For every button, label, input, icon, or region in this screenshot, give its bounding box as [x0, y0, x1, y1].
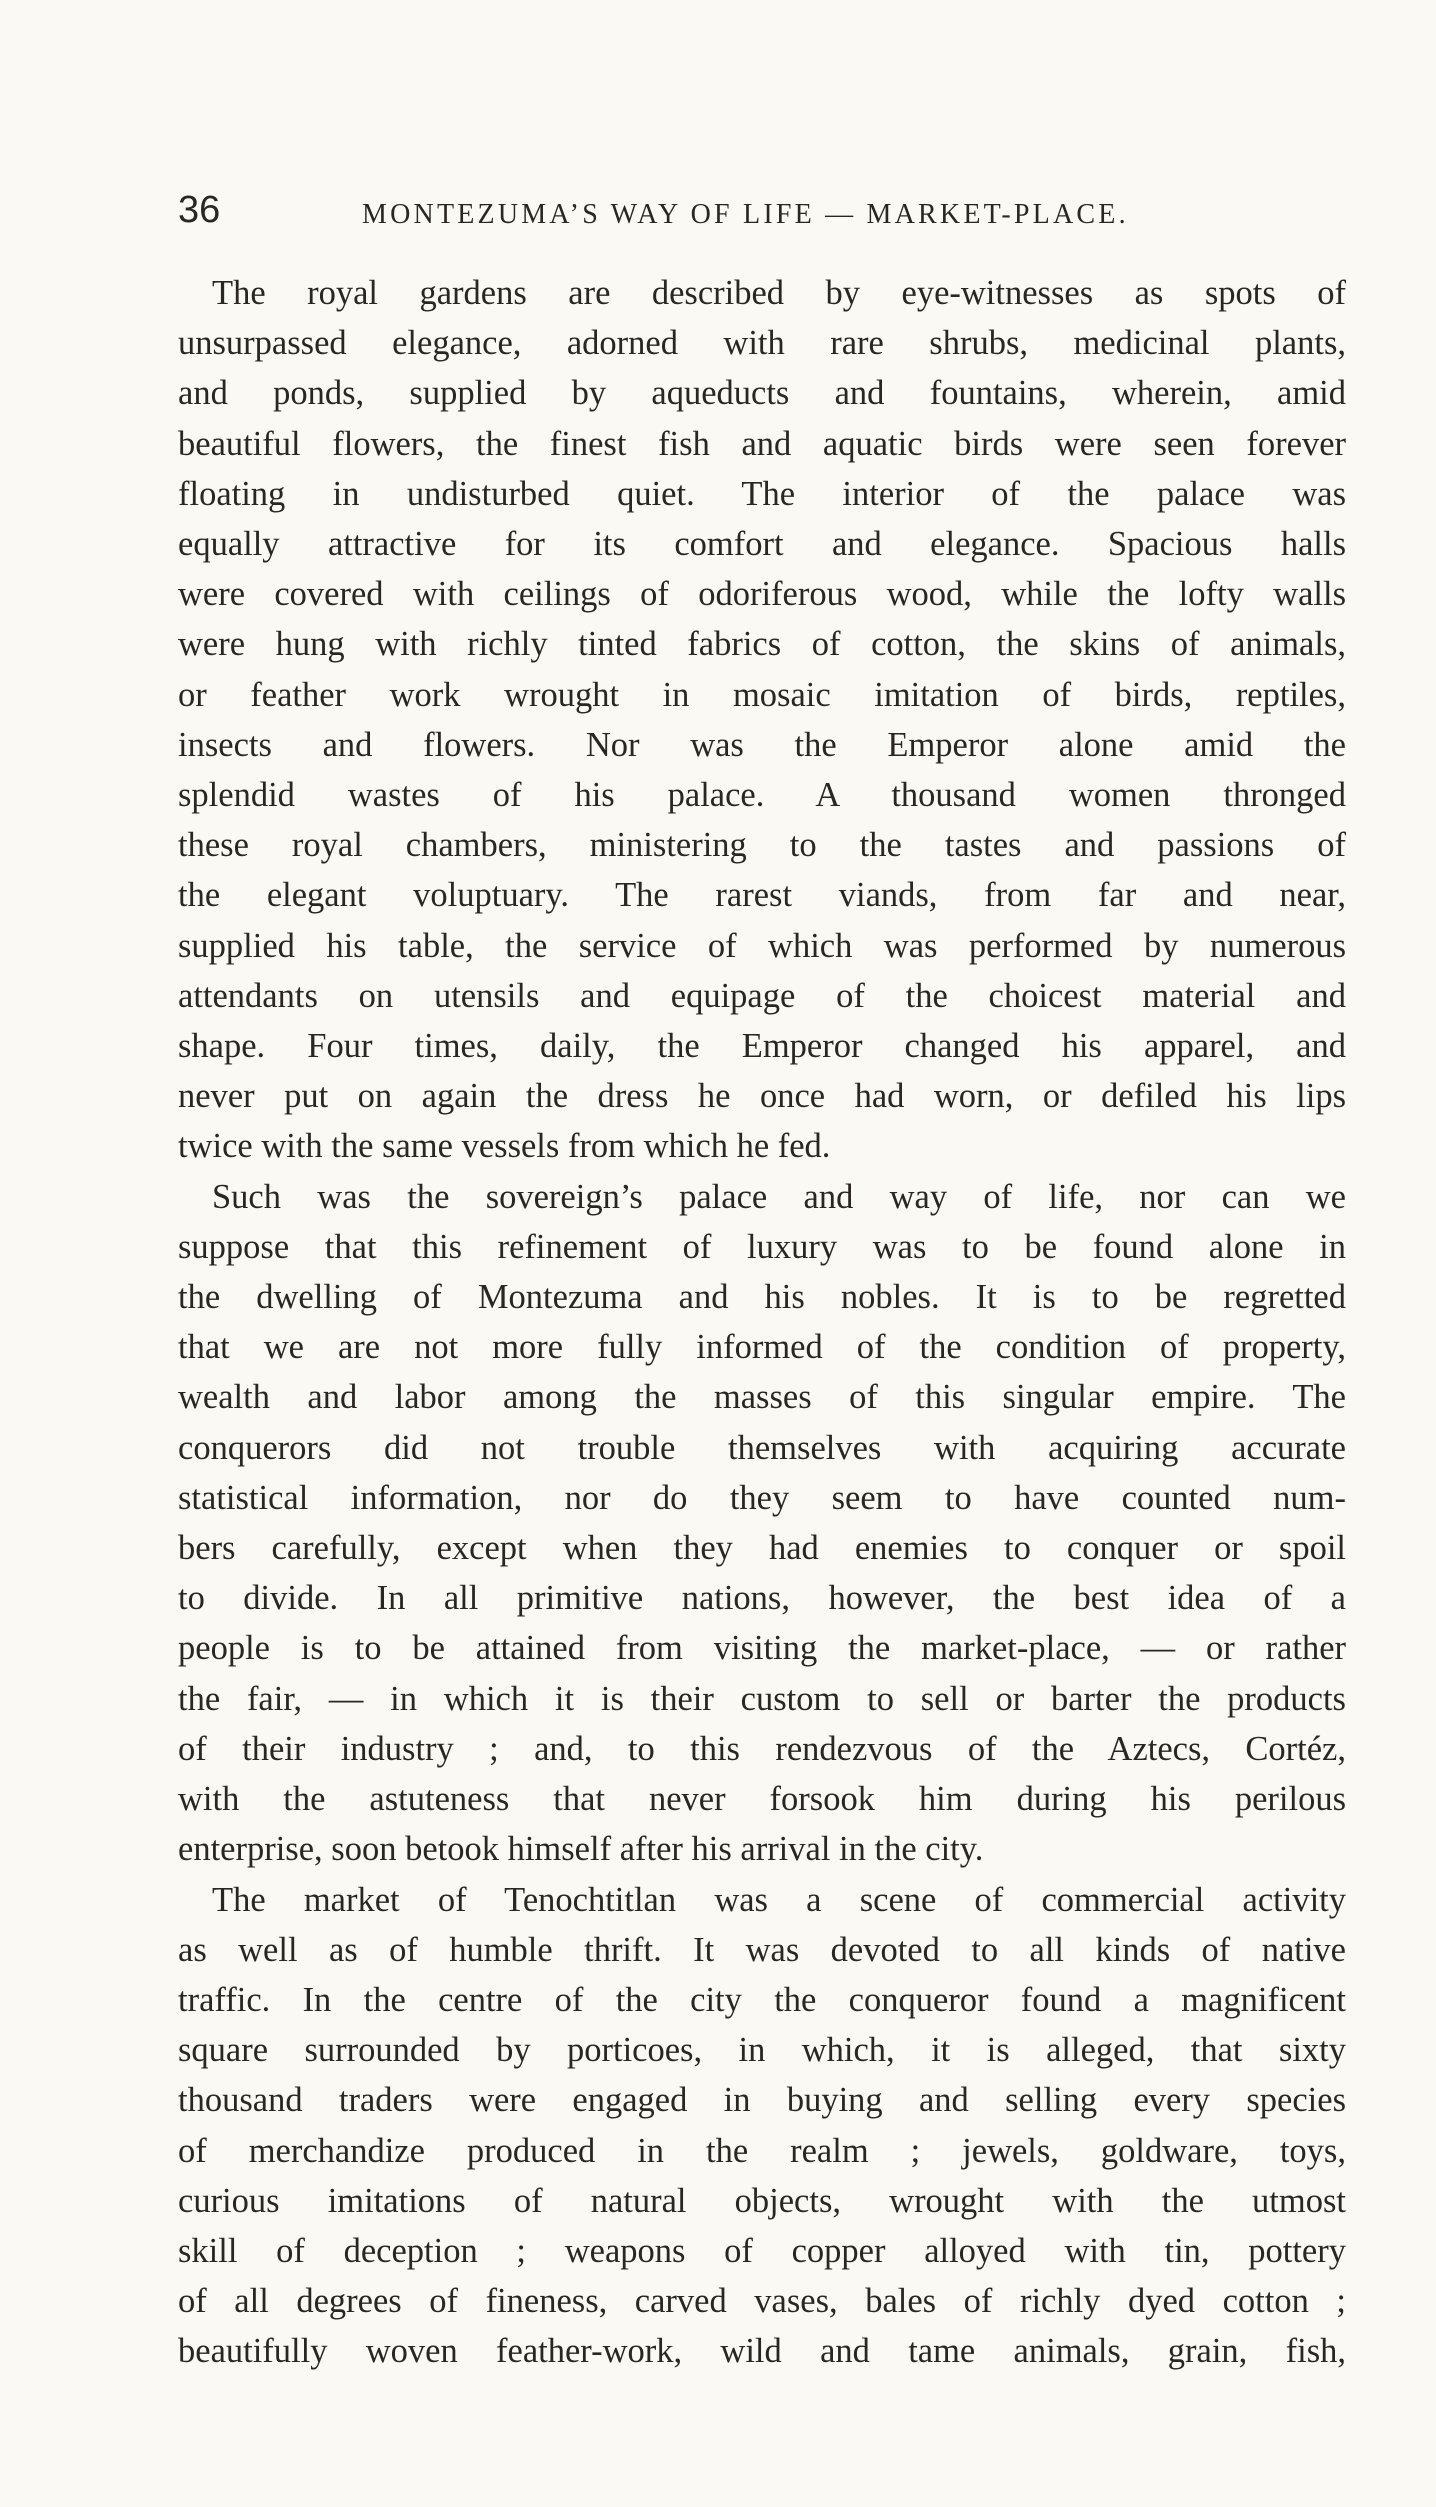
- text-line: insects and flowers. Nor was the Emperor alone amid the: [178, 725, 1346, 764]
- text-line: that we are not more fully informed of the condition of property,: [178, 1328, 1346, 1367]
- text-line: the dwelling of Montezuma and his nobles. It is to be regretted: [178, 1278, 1346, 1317]
- text-line: The market of Tenochtitlan was a scene of commercial activity: [212, 1880, 1346, 1919]
- text-line: were hung with richly tinted fabrics of cotton, the skins of animals,: [178, 625, 1346, 664]
- running-head: MONTEZUMA’S WAY OF LIFE — MARKET-PLACE.: [362, 199, 1129, 230]
- text-line: with the astuteness that never forsook him during his perilous: [178, 1780, 1346, 1819]
- text-line: enterprise, soon betook himself after his arrival in the city.: [178, 1830, 984, 1869]
- text-line: supplied his table, the service of which was performed by numerous: [178, 926, 1346, 965]
- text-line: equally attractive for its comfort and elegance. Spacious halls: [178, 525, 1346, 564]
- text-line: skill of deception ; weapons of copper alloyed with tin, pottery: [178, 2231, 1346, 2270]
- text-line: of their industry ; and, to this rendezvous of the Aztecs, Cortéz,: [178, 1729, 1346, 1768]
- text-line: traffic. In the centre of the city the conqueror found a magnificent: [178, 1980, 1346, 2019]
- text-line: people is to be attained from visiting the market-place, — or rather: [178, 1629, 1346, 1668]
- text-line: twice with the same vessels from which he fed.: [178, 1127, 831, 1166]
- text-line: thousand traders were engaged in buying and selling every species: [178, 2081, 1346, 2120]
- text-line: conquerors did not trouble themselves with acquiring accurate: [178, 1428, 1346, 1467]
- text-line: shape. Four times, daily, the Emperor changed his apparel, and: [178, 1027, 1346, 1066]
- text-line: attendants on utensils and equipage of the choicest material and: [178, 976, 1346, 1015]
- text-line: of all degrees of fineness, carved vases, bales of richly dyed cotton ;: [178, 2282, 1346, 2321]
- text-line: floating in undisturbed quiet. The interior of the palace was: [178, 474, 1346, 513]
- text-line: curious imitations of natural objects, wrought with the utmost: [178, 2181, 1346, 2220]
- text-line: The royal gardens are described by eye-witnesses as spots of: [212, 274, 1346, 312]
- text-line: square surrounded by porticoes, in which, it is alleged, that sixty: [178, 2031, 1346, 2070]
- text-line: of merchandize produced in the realm ; jewels, goldware, toys,: [178, 2131, 1346, 2170]
- body-text: [178, 268, 1346, 2377]
- text-line: or feather work wrought in mosaic imitation of birds, reptiles,: [178, 675, 1346, 714]
- text-line: wealth and labor among the masses of this singular empire. The: [178, 1378, 1346, 1417]
- text-line: beautiful flowers, the finest fish and aquatic birds were seen forever: [178, 424, 1346, 463]
- text-line: statistical information, nor do they seem to have counted num-: [178, 1478, 1346, 1517]
- text-line: never put on again the dress he once had worn, or defiled his lips: [178, 1077, 1346, 1116]
- text-line: these royal chambers, ministering to the tastes and passions of: [178, 826, 1346, 865]
- text-line: beautifully woven feather-work, wild and tame animals, grain, fish,: [178, 2332, 1346, 2371]
- text-line: unsurpassed elegance, adorned with rare shrubs, medicinal plants,: [178, 324, 1346, 363]
- text-line: to divide. In all primitive nations, however, the best idea of a: [178, 1579, 1346, 1618]
- page-number: 36: [178, 189, 221, 231]
- text-line: and ponds, supplied by aqueducts and fountains, wherein, amid: [178, 374, 1346, 413]
- text-line: as well as of humble thrift. It was devoted to all kinds of native: [178, 1930, 1346, 1969]
- text-line: splendid wastes of his palace. A thousand women thronged: [178, 776, 1346, 815]
- text-line: Such was the sovereign’s palace and way of life, nor can we: [212, 1177, 1346, 1216]
- text-line: suppose that this refinement of luxury was to be found alone in: [178, 1227, 1346, 1266]
- page-header: [178, 182, 1346, 242]
- text-line: the elegant voluptuary. The rarest viands, from far and near,: [178, 876, 1346, 915]
- text-line: were covered with ceilings of odoriferous wood, while the lofty walls: [178, 575, 1346, 614]
- text-line: the fair, — in which it is their custom to sell or barter the products: [178, 1679, 1346, 1718]
- text-line: bers carefully, except when they had enemies to conquer or spoil: [178, 1529, 1346, 1568]
